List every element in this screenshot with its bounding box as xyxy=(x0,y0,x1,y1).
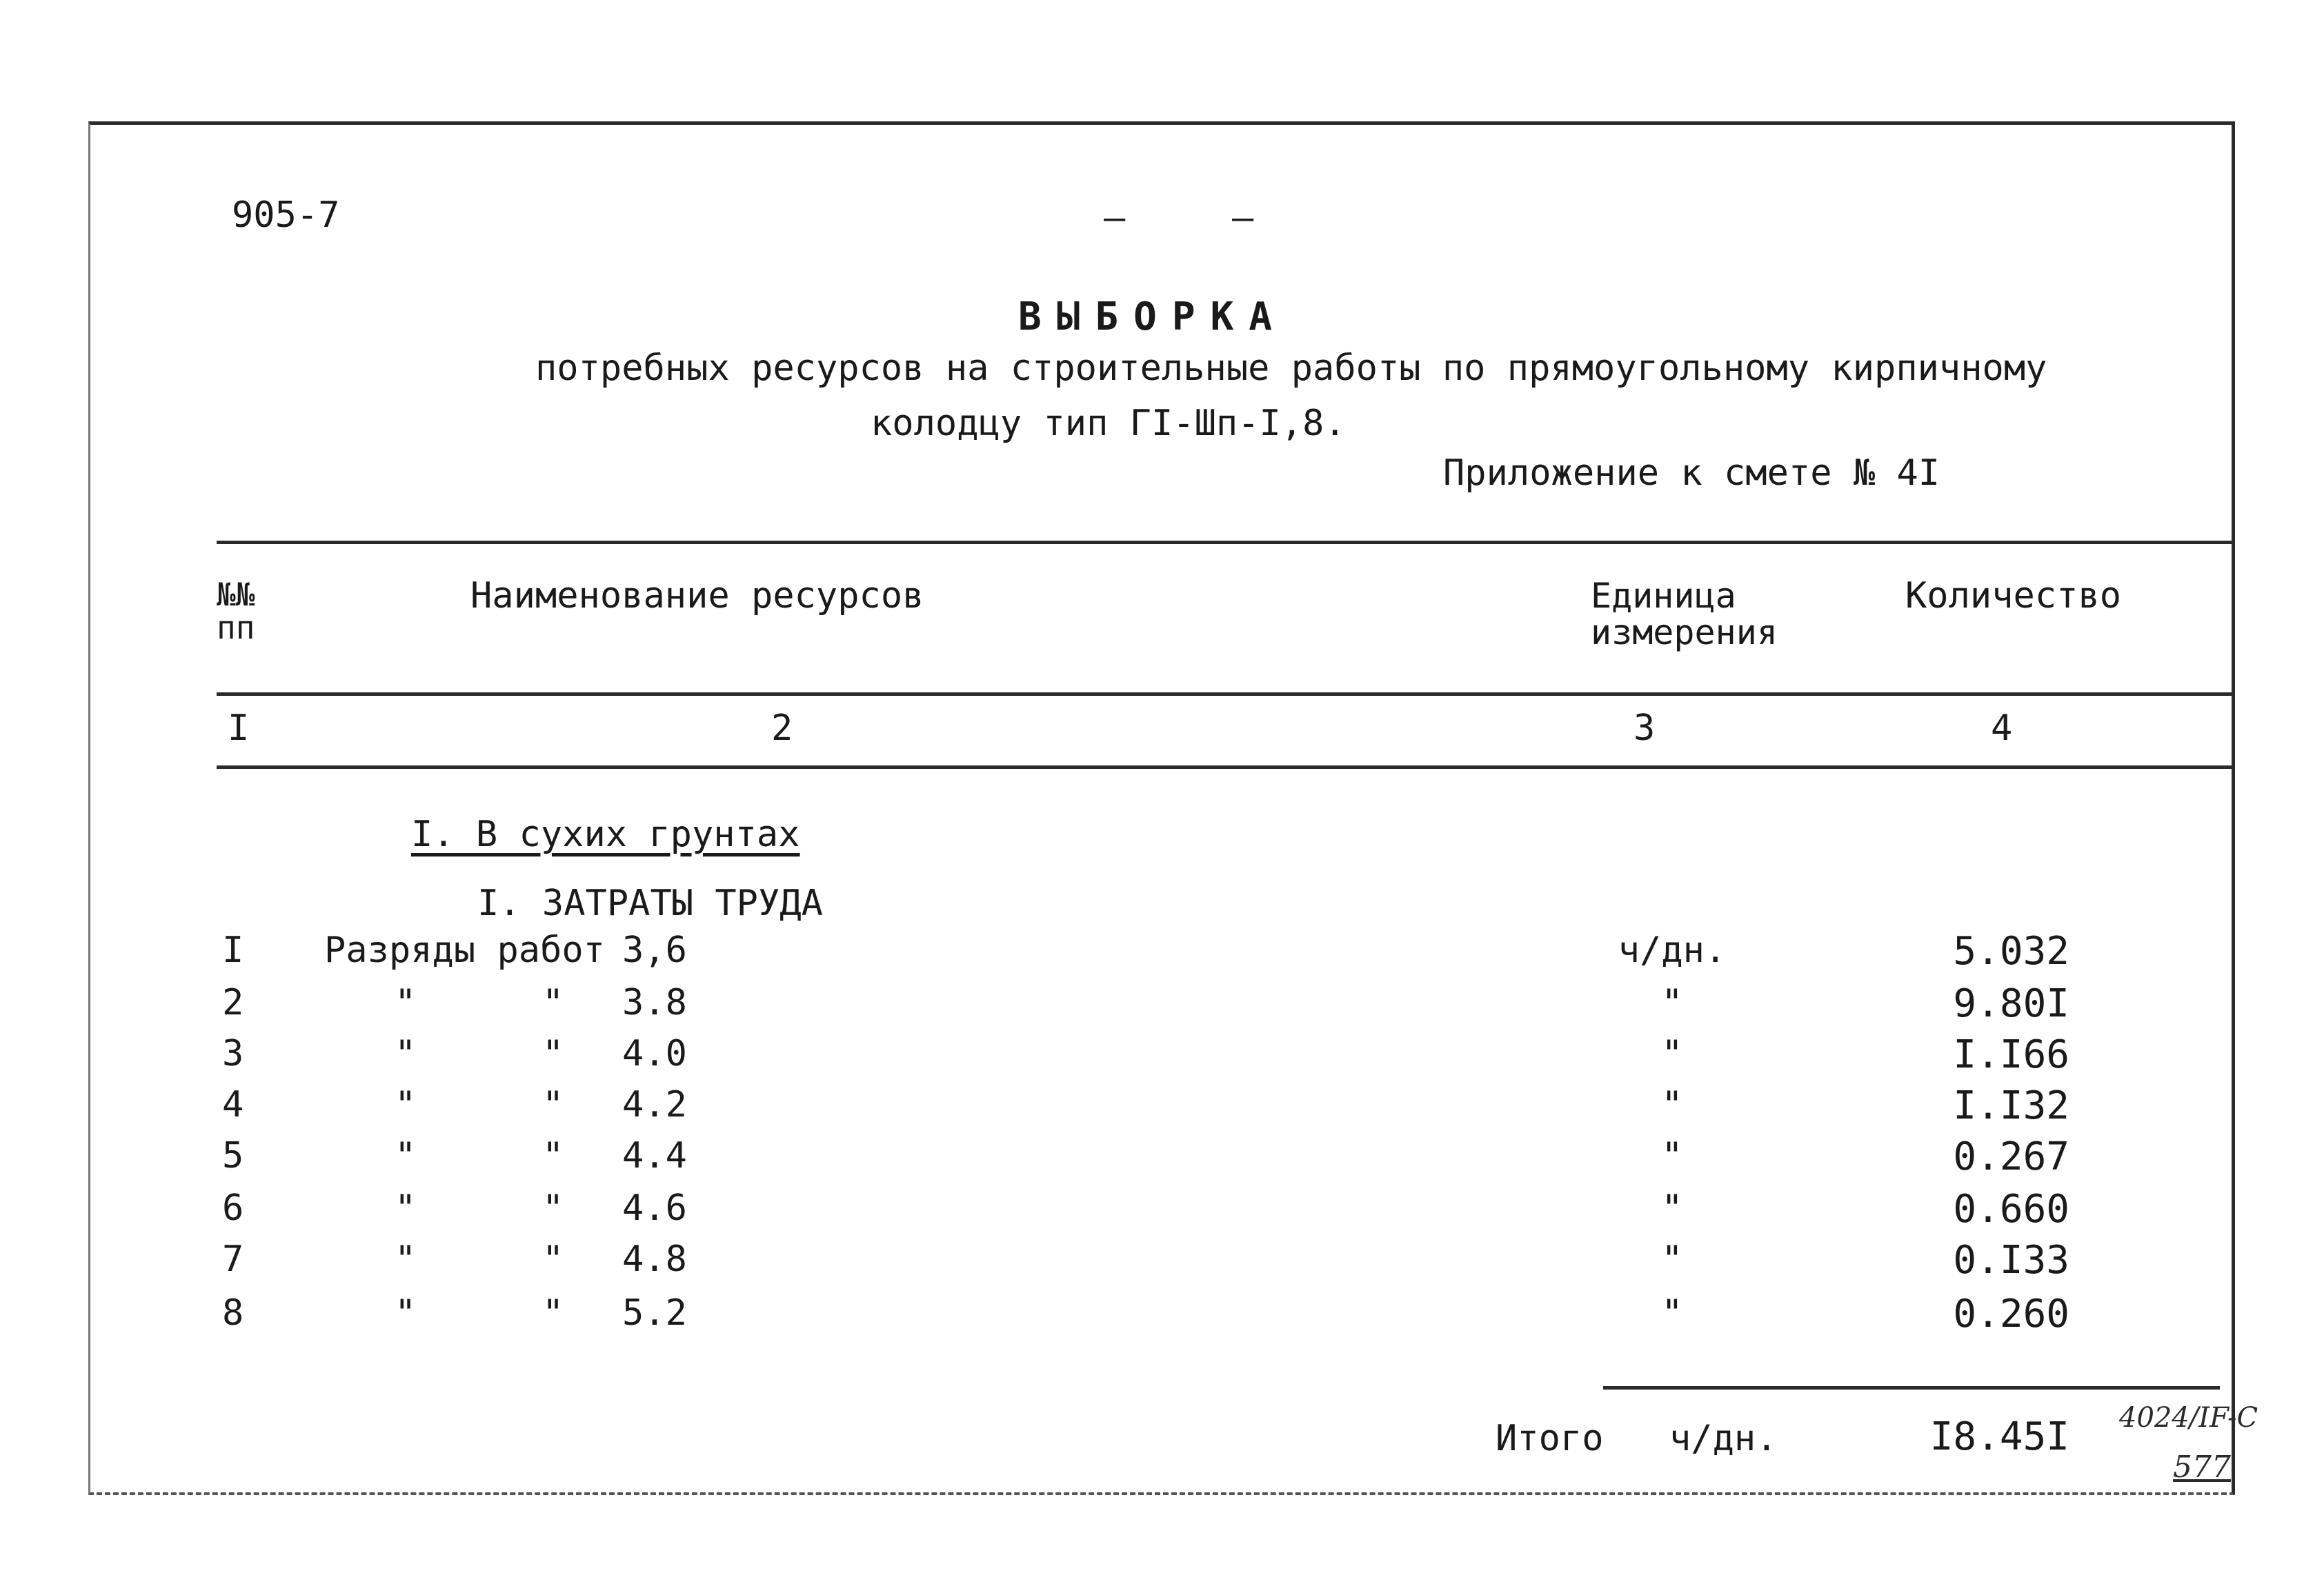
row-quantity: 9.80I xyxy=(1953,981,2069,1026)
row-quantity: 0.I33 xyxy=(1953,1238,2069,1283)
header-bottom-rule xyxy=(217,692,2235,696)
row-grade: 4.6 xyxy=(622,1188,687,1229)
row-ditto-mark: " xyxy=(395,1084,417,1125)
row-quantity: 5.032 xyxy=(1953,929,2069,974)
row-ditto-mark: " xyxy=(395,1135,417,1176)
row-grade: 4.4 xyxy=(622,1135,687,1176)
column-number-3: 3 xyxy=(1633,708,1656,749)
row-grade: 3,6 xyxy=(622,930,687,971)
row-ditto-mark: " xyxy=(542,1292,564,1334)
row-ditto-mark: " xyxy=(542,982,564,1023)
row-unit: ч/дн. xyxy=(1618,930,1727,971)
row-ditto-mark: " xyxy=(395,1033,417,1074)
row-unit: " xyxy=(1661,1084,1683,1125)
header-dash-right: – xyxy=(1232,197,1254,239)
row-grade: 4.0 xyxy=(622,1033,687,1074)
header-unit: Единица измерения xyxy=(1591,576,1778,652)
row-quantity: I.I32 xyxy=(1953,1083,2069,1128)
row-number: 8 xyxy=(222,1292,244,1334)
row-ditto-mark: " xyxy=(542,1084,564,1125)
row-ditto-mark: " xyxy=(542,1188,564,1229)
row-ditto-mark: " xyxy=(395,1239,417,1280)
row-ditto-mark: " xyxy=(542,1239,564,1280)
row-number: 6 xyxy=(222,1188,244,1229)
section-heading: I. В сухих грунтах xyxy=(411,814,800,855)
row-grade: 3.8 xyxy=(622,982,687,1023)
header-dash-left: – xyxy=(1104,197,1126,239)
row-unit: " xyxy=(1661,982,1683,1023)
stamp-page: 577 xyxy=(2173,1450,2231,1485)
title-line-1: потребных ресурсов на строительные работы по прямоугольному кирпичному xyxy=(535,348,2047,389)
row-unit: " xyxy=(1661,1292,1683,1334)
row-quantity: 0.660 xyxy=(1953,1187,2069,1232)
appendix-label: Приложение к смете № 4I xyxy=(1443,452,1940,494)
document-title: ВЫБОРКА xyxy=(1018,294,1288,339)
row-number: 7 xyxy=(222,1239,244,1280)
row-ditto-mark: " xyxy=(542,1135,564,1176)
row-number: I xyxy=(222,930,244,971)
total-label: Итого xyxy=(1496,1418,1604,1459)
row-unit: " xyxy=(1661,1033,1683,1074)
row-label: Разряды работ xyxy=(324,930,605,971)
total-unit: ч/дн. xyxy=(1669,1418,1778,1459)
total-quantity: I8.45I xyxy=(1929,1414,2069,1459)
stamp-code: 4024/IF-С xyxy=(2119,1402,2258,1434)
row-quantity: 0.260 xyxy=(1953,1292,2069,1336)
column-number-1: I xyxy=(228,708,250,749)
title-line-2: колодцу тип ГI-Шп-I,8. xyxy=(871,403,1346,444)
row-grade: 4.2 xyxy=(622,1084,687,1125)
row-number: 2 xyxy=(222,982,244,1023)
row-number: 5 xyxy=(222,1135,244,1176)
column-number-2: 2 xyxy=(771,708,793,749)
row-unit: " xyxy=(1661,1239,1683,1280)
column-number-rule xyxy=(217,765,2235,769)
row-grade: 4.8 xyxy=(622,1239,687,1280)
column-number-4: 4 xyxy=(1991,708,2013,749)
row-quantity: 0.267 xyxy=(1953,1134,2069,1179)
subsection-heading: I. ЗАТРАТЫ ТРУДА xyxy=(477,883,823,924)
table-top-rule xyxy=(217,541,2235,544)
row-number: 4 xyxy=(222,1084,244,1125)
header-name: Наименование ресурсов xyxy=(470,575,924,617)
row-ditto-mark: " xyxy=(542,1033,564,1074)
total-rule xyxy=(1603,1386,2220,1390)
header-num: №№ пп xyxy=(217,576,255,647)
row-quantity: I.I66 xyxy=(1953,1032,2069,1077)
document-number: 905-7 xyxy=(232,194,340,236)
row-unit: " xyxy=(1661,1135,1683,1176)
row-number: 3 xyxy=(222,1033,244,1074)
row-ditto-mark: " xyxy=(395,982,417,1023)
header-quantity: Количество xyxy=(1905,575,2122,617)
row-grade: 5.2 xyxy=(622,1292,687,1334)
row-unit: " xyxy=(1661,1188,1683,1229)
row-ditto-mark: " xyxy=(395,1292,417,1334)
row-ditto-mark: " xyxy=(395,1188,417,1229)
